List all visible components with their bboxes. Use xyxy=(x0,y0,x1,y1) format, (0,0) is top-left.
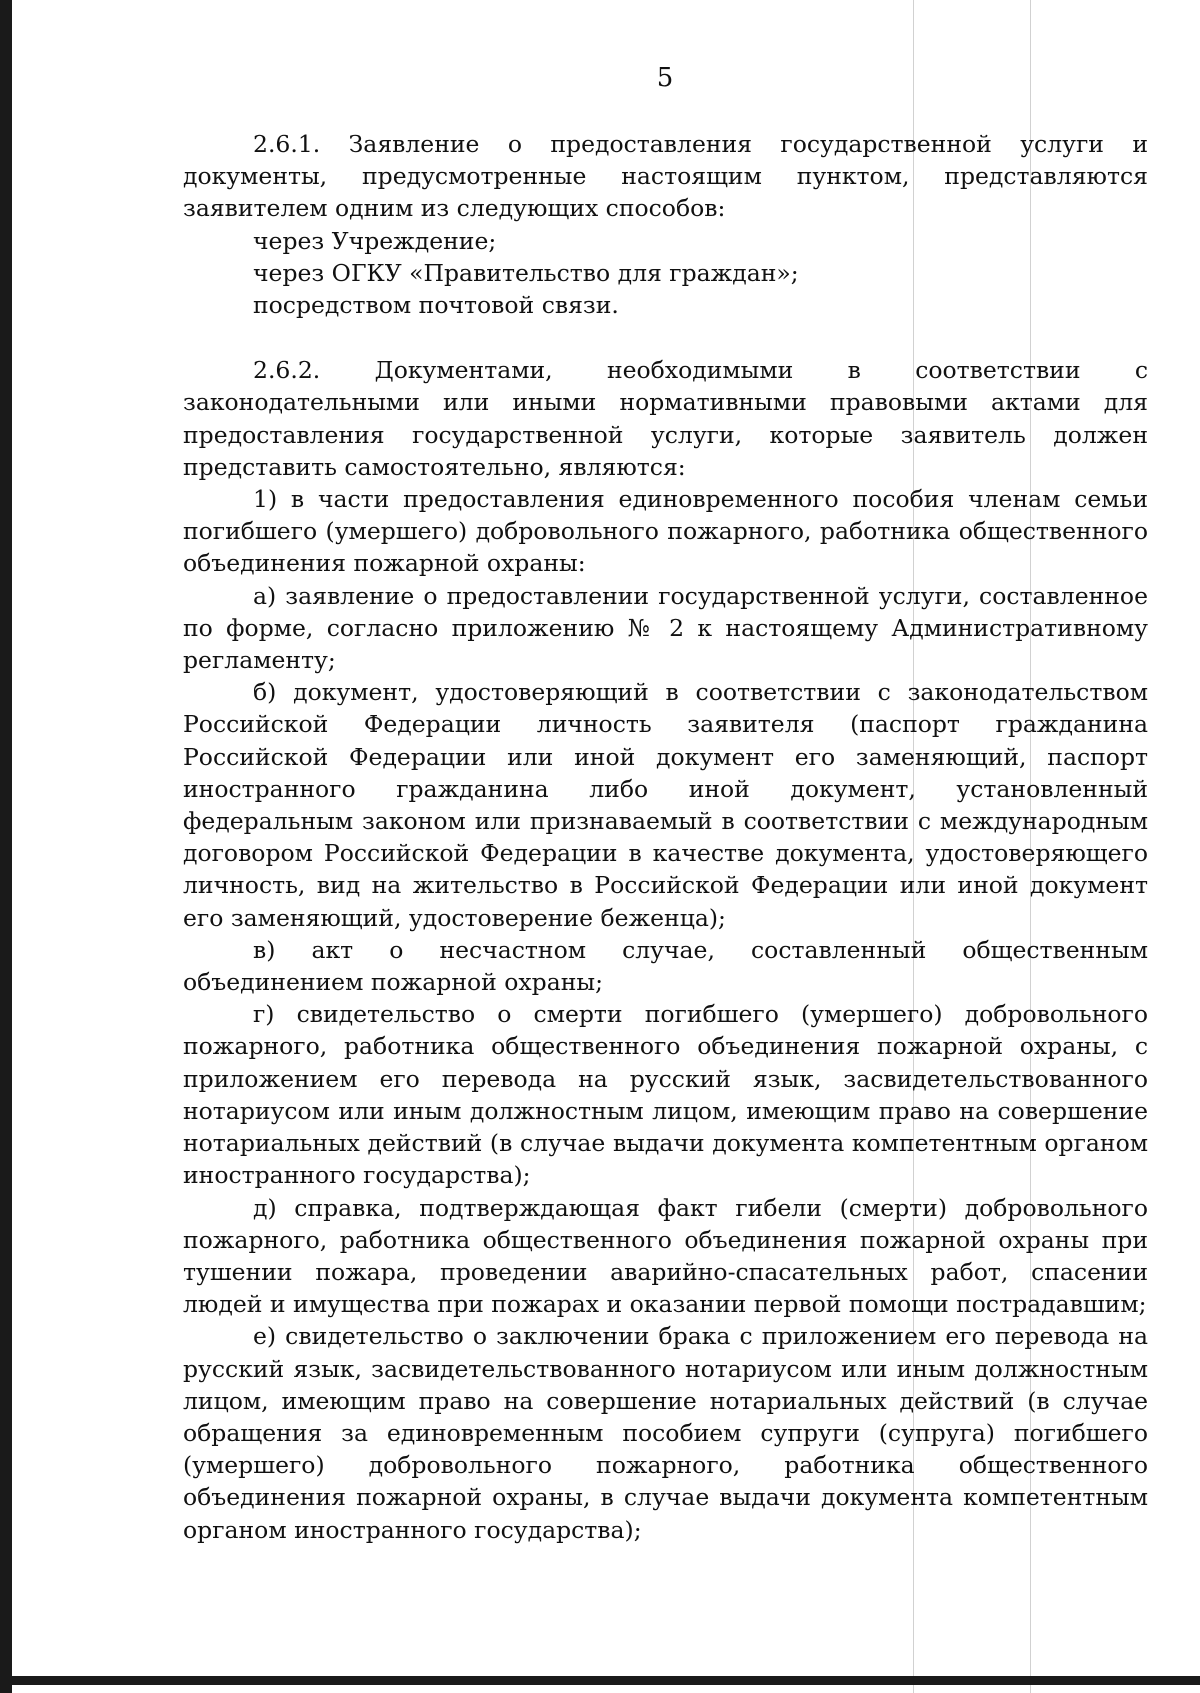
scan-bottom-edge xyxy=(0,1676,1200,1685)
submission-way-post: посредством почтовой связи. xyxy=(253,291,619,320)
scan-left-edge xyxy=(0,0,12,1693)
subitem-v: в) акт о несчастном случае, составленный общественным объединением пожарной охраны; xyxy=(183,935,1148,997)
item-1: 1) в части предоставления единовременного пособия членам семьи погибшего (умершего) добровольного пожарного, работника общественного объединения пожарной охраны: xyxy=(183,485,1148,578)
subitem-e: е) свидетельство о заключении брака с приложением его перевода на русский язык, засвидетельствованного нотариусом или иным должностным лицом, имеющим право на совершение нотариальных действий (в случае обращения за единовременным пособием супруги (супруга) погибшего (умершего) добровольного пожарного, работника общественного объединения пожарной охраны, в случае выдачи документа компетентным органом иностранного государства); xyxy=(183,1322,1148,1544)
section-2-6-2-intro: 2.6.2. Документами, необходимыми в соответствии с законодательными или иными нормативными правовыми актами для предоставления государственной услуги, которые заявитель должен представить самостоятельно, являются: xyxy=(183,356,1148,481)
section-2-6-1-intro: 2.6.1. Заявление о предоставления государственной услуги и документы, предусмотренные настоящим пунктом, представляются заявителем одним из следующих способов: xyxy=(183,130,1148,223)
subitem-a: а) заявление о предоставлении государственной услуги, составленное по форме, согласно приложению № 2 к настоящему Административному регламенту; xyxy=(183,581,1148,675)
submission-way-office: через Учреждение; xyxy=(253,226,497,255)
paragraph-gap xyxy=(183,321,1148,354)
subitem-b: б) документ, удостоверяющий в соответствии с законодательством Российской Федерации личность заявителя (паспорт гражданина Российской Федерации или иной документ его заменяющий, паспорт иностранного гражданина либо иной документ, установленный федеральным законом или признаваемый в соответствии с международным договором Российской Федерации в качестве документа, удостоверяющего личность, вид на жительство в Российской Федерации или иной документ его заменяющий, удостоверение беженца); xyxy=(183,678,1148,932)
subitem-d: д) справка, подтверждающая факт гибели (смерти) добровольного пожарного, работника общественного объединения пожарной охраны при тушении пожара, проведении аварийно-спасательных работ, спасении людей и имущества при пожарах и оказании первой помощи пострадавшим; xyxy=(183,1193,1148,1319)
submission-way-government-center: через ОГКУ «Правительство для граждан»; xyxy=(253,258,799,287)
page-number: 5 xyxy=(656,63,674,93)
subitem-g: г) свидетельство о смерти погибшего (умершего) добровольного пожарного, работника общественного объединения пожарной охраны, с приложением его перевода на русский язык, засвидетельствованного нотариусом или иным должностным лицом, имеющим право на совершение нотариальных действий (в случае выдачи документа компетентным органом иностранного государства); xyxy=(183,1000,1148,1190)
document-body xyxy=(183,128,1148,1546)
